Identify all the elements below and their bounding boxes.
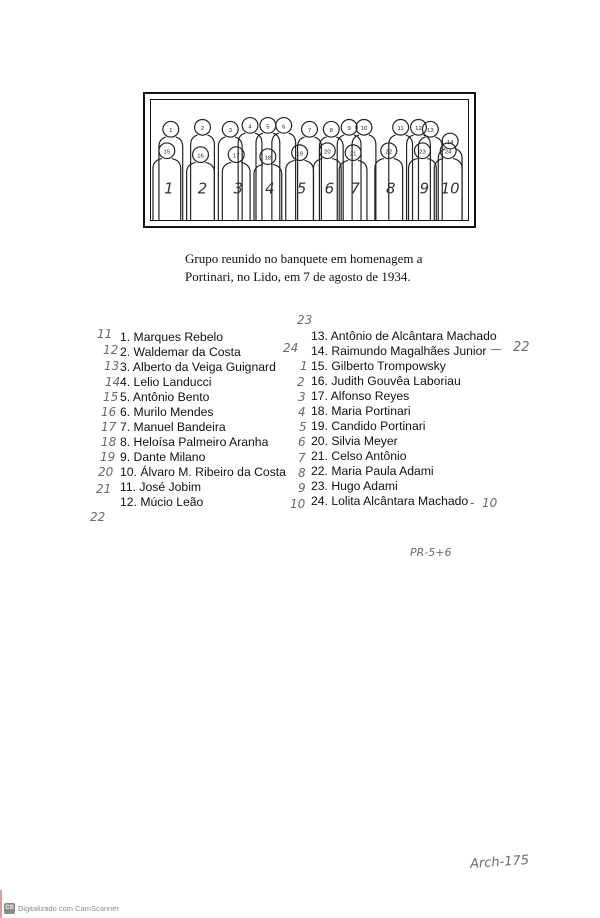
camscanner-icon: CS — [4, 903, 15, 914]
handwritten-number: 2 — [297, 375, 305, 389]
figure-number: 3 — [228, 128, 232, 135]
figure-number: 23 — [419, 149, 426, 156]
list-item: 12. Múcio Leão — [120, 495, 204, 509]
list-item: 20. Silvia Meyer — [311, 434, 398, 448]
handwritten-number: 20 — [98, 465, 114, 479]
handwritten-number: 7 — [298, 451, 306, 465]
handwritten-dash: — — [490, 342, 502, 356]
list-item: 1. Marques Rebelo — [120, 330, 223, 344]
list-item: 13. Antônio de Alcântara Machado — [311, 329, 497, 343]
handwritten-number: 23 — [297, 313, 313, 327]
handwritten-reference: PR-5+6 — [410, 546, 452, 559]
list-item: 17. Alfonso Reyes — [311, 389, 410, 403]
figure-number: 13 — [427, 128, 434, 135]
figure-number: 16 — [197, 153, 204, 160]
handwritten-number: 21 — [96, 482, 112, 496]
handwritten-front-number: 8 — [386, 180, 396, 198]
list-item: 24. Lolita Alcântara Machado — [311, 494, 469, 508]
list-item: 4. Lelio Landucci — [120, 375, 212, 389]
list-item: 7. Manuel Bandeira — [120, 420, 226, 434]
figure-number: 24 — [444, 149, 452, 156]
handwritten-front-number: 5 — [296, 180, 307, 198]
handwritten-front-number: 3 — [233, 180, 243, 198]
handwritten-number: 16 — [101, 405, 117, 419]
list-item: 21. Celso Antônio — [311, 449, 407, 463]
back-figure-body — [349, 135, 376, 220]
list-item: 2. Waldemar da Costa — [120, 345, 241, 359]
figure-number: 7 — [307, 128, 312, 135]
list-item: 3. Alberto da Veiga Guignard — [120, 360, 276, 374]
figure-number: 20 — [324, 149, 331, 156]
names-list-left — [120, 330, 286, 510]
caption-line-2: Portinari, no Lido, em 7 de agosto de 1934. — [185, 269, 411, 284]
back-figure-body — [159, 137, 183, 220]
back-figure-body — [272, 133, 296, 220]
handwritten-number: 11 — [97, 327, 113, 341]
figure-number: 19 — [296, 151, 303, 158]
handwritten-number: 15 — [103, 390, 119, 404]
handwritten-front-number: 1 — [164, 180, 174, 198]
figure-number: 22 — [385, 149, 393, 156]
figure-number: 2 — [200, 126, 205, 133]
handwritten-front-number: 6 — [324, 180, 335, 198]
figure-number: 9 — [347, 126, 351, 133]
group-sketch — [151, 100, 468, 220]
handwritten-suffix: 22 — [513, 340, 530, 355]
list-item: 6. Murilo Mendes — [120, 405, 214, 419]
list-item: 18. Maria Portinari — [311, 404, 411, 418]
handwritten-number: 9 — [298, 481, 306, 495]
handwritten-front-number: 10 — [440, 180, 460, 198]
handwritten-number: 4 — [298, 405, 306, 419]
back-figure-body — [191, 135, 215, 220]
handwritten-number: 1 — [300, 359, 308, 373]
photo-caption — [185, 250, 475, 286]
handwritten-number: 19 — [100, 450, 116, 464]
handwritten-suffix: 10 — [482, 496, 498, 510]
handwritten-number: 24 — [283, 341, 299, 355]
figure-number: 4 — [248, 124, 252, 131]
handwritten-number: 3 — [298, 390, 306, 404]
handwritten-dash: - — [470, 496, 475, 510]
figure-number: 21 — [349, 151, 357, 158]
list-item: 19. Candido Portinari — [311, 419, 426, 433]
list-item: 14. Raimundo Magalhães Junior — [311, 344, 487, 358]
handwritten-number: 8 — [298, 466, 306, 480]
handwritten-front-number: 7 — [350, 180, 360, 198]
scanner-watermark — [4, 903, 119, 914]
handwritten-number: 14 — [105, 375, 121, 389]
scanner-text: Digitalizado com CamScanner — [18, 904, 119, 913]
handwritten-front-number: 4 — [265, 180, 275, 198]
figure-number: 10 — [360, 126, 368, 133]
caption-line-1: Grupo reunido no banquete em homenagem a — [185, 251, 423, 266]
illustration-frame — [143, 92, 476, 228]
handwritten-number: 18 — [101, 435, 117, 449]
figure-number: 17 — [232, 153, 240, 160]
handwritten-number: 13 — [104, 359, 120, 373]
handwritten-number: 6 — [298, 435, 306, 449]
list-item: 23. Hugo Adami — [311, 479, 398, 493]
figure-number: 6 — [282, 124, 286, 131]
figure-number: 11 — [397, 126, 404, 133]
handwritten-number: 10 — [290, 497, 306, 511]
handwritten-front-number: 9 — [419, 180, 430, 198]
figure-number: 1 — [169, 128, 173, 135]
list-item: 9. Dante Milano — [120, 450, 206, 464]
list-item: 11. José Jobim — [120, 480, 202, 494]
handwritten-archive-number: Arch-175 — [469, 852, 530, 873]
figure-number: 12 — [415, 126, 422, 133]
back-figure-body — [256, 133, 280, 220]
list-item: 8. Heloísa Palmeiro Aranha — [120, 435, 269, 449]
handwritten-number: 17 — [101, 420, 117, 434]
handwritten-front-number: 2 — [197, 180, 208, 198]
figure-number: 18 — [264, 155, 272, 162]
figure-number: 14 — [446, 139, 454, 146]
figure-number: 15 — [163, 149, 171, 156]
list-item: 5. Antônio Bento — [120, 390, 210, 404]
handwritten-number: 5 — [299, 420, 307, 434]
handwritten-number: 12 — [103, 343, 119, 357]
handwritten-number: 22 — [90, 510, 106, 524]
figure-number: 5 — [266, 124, 270, 131]
list-item: 22. Maria Paula Adami — [311, 464, 434, 478]
list-item: 16. Judith Gouvêa Laboriau — [311, 374, 461, 388]
figure-number: 8 — [329, 128, 333, 135]
list-item: 10. Álvaro M. Ribeiro da Costa — [120, 465, 286, 479]
illustration-inner-frame — [150, 99, 469, 221]
back-figure-body — [298, 137, 322, 220]
names-list-right — [311, 329, 497, 509]
list-item: 15. Gilberto Trompowsky — [311, 359, 446, 373]
